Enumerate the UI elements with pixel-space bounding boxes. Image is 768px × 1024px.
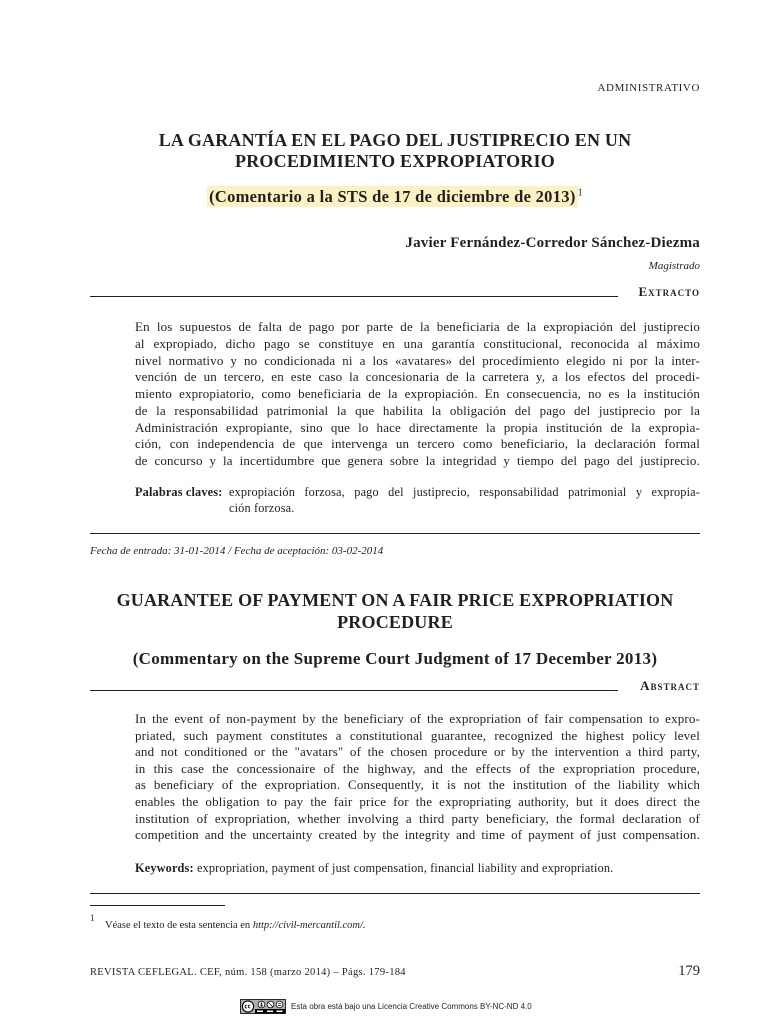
spanish-keywords bbox=[135, 484, 700, 516]
spanish-abstract bbox=[135, 319, 700, 470]
abstract-line: priated, such payment constitutes a constitutional guarantee, recognized the highest policy level bbox=[135, 727, 700, 743]
author-role: Magistrado bbox=[648, 260, 700, 272]
highlighted-subtitle: (Comentario a la STS de 17 de diciembre de 2013) bbox=[209, 187, 576, 206]
abstract-line: institution of expropriation, whether involving a third party beneficiary, the formal declaration of bbox=[135, 810, 700, 826]
spanish-subtitle bbox=[90, 186, 700, 208]
divider-rule bbox=[90, 893, 700, 894]
abstract-line: and not conditioned or the "avatars" of the chosen procedure or by the intervention a third party, bbox=[135, 744, 700, 760]
english-title bbox=[90, 589, 700, 633]
spanish-title bbox=[90, 130, 700, 172]
creative-commons-badge-graphic bbox=[240, 999, 286, 1014]
abstract-line: de concurso y la incertidumbre que genera sobre la integridad y tiempo del pago del justiprecio. bbox=[135, 453, 700, 468]
keywords-label: Keywords: bbox=[135, 861, 194, 875]
license-text: Esta obra está bajo una Licencia Creative Commons BY-NC-ND 4.0 bbox=[291, 1002, 532, 1011]
abstract-line: as beneficiary of the expropriation. Consequently, it is not the institution of the liability which bbox=[135, 777, 700, 793]
abstract-heading: Abstract bbox=[640, 678, 700, 693]
english-subtitle: (Commentary on the Supreme Court Judgment of 17 December 2013) bbox=[132, 649, 658, 668]
submission-dates: Fecha de entrada: 31-01-2014 / Fecha de aceptación: 03-02-2014 bbox=[90, 545, 384, 557]
section-rule bbox=[90, 690, 618, 691]
abstract-line: In the event of non-payment by the beneficiary of the expropriation of fair compensation to expro- bbox=[135, 711, 700, 726]
footnote-link[interactable]: http://civil-mercantil.com/. bbox=[252, 920, 366, 931]
keywords-line: expropiación forzosa, pago del justiprecio, responsabilidad patrimonial y expropia- bbox=[229, 485, 700, 499]
journal-citation: REVISTA CEFLEGAL. CEF, núm. 158 (marzo 2014) – Págs. 179-184 bbox=[90, 967, 406, 978]
title-line: GUARANTEE OF PAYMENT ON A FAIR PRICE EXPROPRIATION bbox=[116, 590, 674, 610]
title-line: PROCEDURE bbox=[337, 612, 453, 632]
abstract-line: ción, con independencia de que intervenga un tercero como beneficiario, la declaración formal bbox=[135, 436, 700, 452]
author-name: Javier Fernández-Corredor Sánchez-Diezma bbox=[405, 235, 700, 251]
abstract-line: competition and the uncertainty created by the integrity and time of payment of just compensation. bbox=[135, 827, 700, 843]
divider-rule bbox=[90, 533, 700, 534]
abstract-line: al expropiado, dicho pago se constituye en una garantía constitucional, reconocida al máximo bbox=[135, 335, 700, 351]
footnote-text bbox=[105, 919, 366, 933]
creative-commons-by-nc-nd-icon[interactable] bbox=[240, 999, 286, 1014]
abstract-line: in this case the concessionaire of the highway, and the effects of the expropriation procedure, bbox=[135, 760, 700, 776]
abstract-line: miento expropiatorio, como beneficiaria de la expropiación. En consecuencia, no es la institución bbox=[135, 386, 700, 401]
page-number: 179 bbox=[678, 963, 700, 979]
title-line: PROCEDIMIENTO EXPROPIATORIO bbox=[235, 151, 555, 171]
abstract-line: enables the obligation to pay the fair price for the expropriating authority, but it does direct the bbox=[135, 793, 700, 809]
title-line: LA GARANTÍA EN EL PAGO DEL JUSTIPRECIO EN UN bbox=[158, 130, 632, 150]
section-rule bbox=[90, 296, 618, 297]
keywords-line: ción forzosa. bbox=[229, 501, 295, 515]
footnote-rule bbox=[90, 905, 225, 906]
footnote-body: Véase el texto de esta sentencia en bbox=[105, 920, 251, 931]
keywords-value: expropriation, payment of just compensation, financial liability and expropriation. bbox=[196, 861, 614, 875]
abstract-line: vención de un tercero, en este caso la concesionaria de la carretera y, a los efectos del procedi- bbox=[135, 369, 700, 385]
extracto-heading: Extracto bbox=[638, 284, 700, 299]
english-keywords bbox=[135, 860, 700, 876]
footnote-number: 1 bbox=[90, 913, 95, 923]
keywords-label: Palabras claves: bbox=[135, 485, 223, 499]
section-tag: ADMINISTRATIVO bbox=[597, 82, 700, 94]
english-abstract bbox=[135, 711, 700, 844]
abstract-line: En los supuestos de falta de pago por parte de la beneficiaria de la expropiación del justiprecio bbox=[135, 319, 700, 334]
footnote-reference[interactable]: 1 bbox=[577, 187, 583, 199]
abstract-line: Administración expropiante, sino que lo hace directamente la propia institución de la expropia- bbox=[135, 419, 700, 435]
abstract-line: de la responsabilidad patrimonial la que habilita la obligación del pago del justiprecio por la bbox=[135, 402, 700, 418]
keywords-value bbox=[229, 484, 700, 516]
abstract-line: nivel normativo y no condicionada ni a los «avatares» del procedimiento elegido ni por la inter- bbox=[135, 352, 700, 368]
